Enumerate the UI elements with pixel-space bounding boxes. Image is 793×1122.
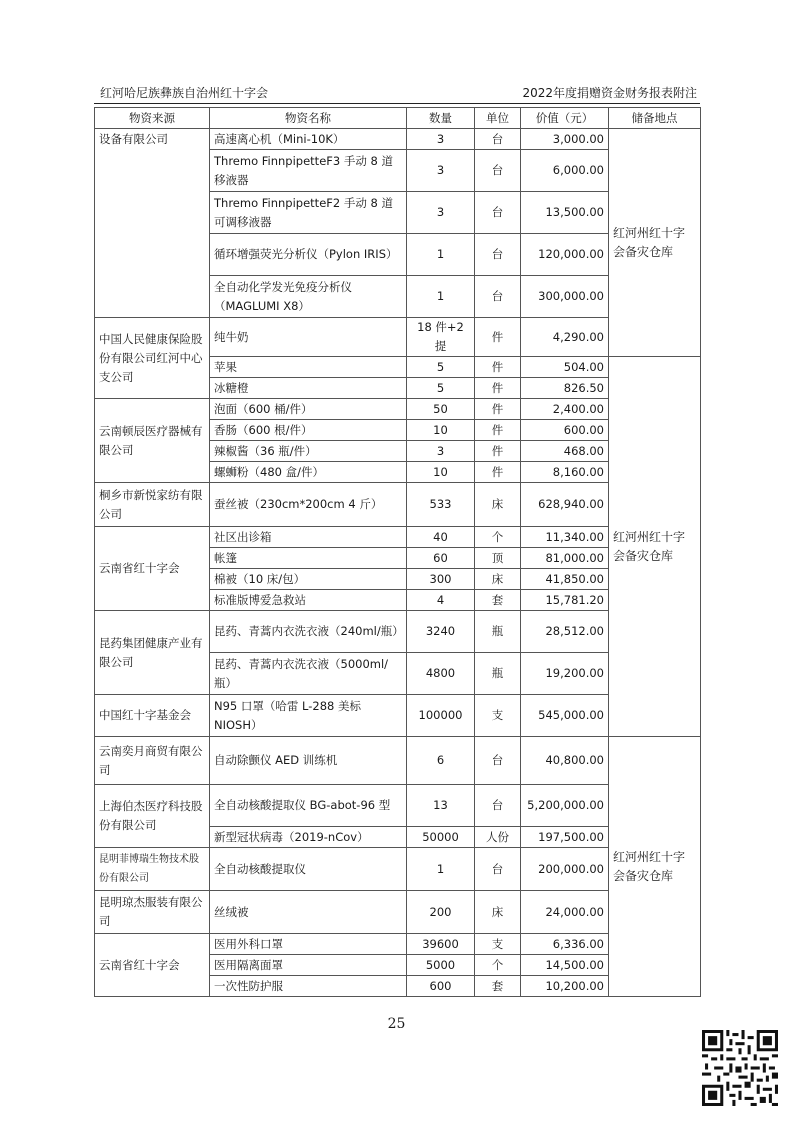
cell-item: 昆药、青蒿内衣洗衣液（240ml/瓶） — [210, 611, 407, 653]
cell-item: 辣椒酱（36 瓶/件） — [210, 441, 407, 462]
cell-unit: 床 — [475, 569, 521, 590]
cell-unit: 件 — [475, 318, 521, 357]
cell-source: 云南顿辰医疗器械有限公司 — [95, 399, 210, 483]
cell-item: 全自动化学发光免疫分析仪（MAGLUMI X8） — [210, 276, 407, 318]
cell-unit: 件 — [475, 441, 521, 462]
cell-item: 新型冠状病毒（2019-nCov） — [210, 827, 407, 848]
cell-value: 3,000.00 — [521, 129, 609, 150]
cell-source: 中国人民健康保险股份有限公司红河中心支公司 — [95, 318, 210, 399]
cell-unit: 个 — [475, 527, 521, 548]
cell-item: Thremo FinnpipetteF2 手动 8 道可调移液器 — [210, 192, 407, 234]
cell-qty: 1 — [407, 276, 475, 318]
cell-item: 自动除颤仪 AED 训练机 — [210, 737, 407, 785]
cell-item: 循环增强荧光分析仪（Pylon IRIS） — [210, 234, 407, 276]
cell-qty: 1 — [407, 234, 475, 276]
cell-item: 香肠（600 根/件） — [210, 420, 407, 441]
cell-value: 504.00 — [521, 357, 609, 378]
cell-source: 中国红十字基金会 — [95, 695, 210, 737]
cell-source: 昆药集团健康产业有限公司 — [95, 611, 210, 695]
cell-qty: 50 — [407, 399, 475, 420]
cell-qty: 4800 — [407, 653, 475, 695]
cell-qty: 40 — [407, 527, 475, 548]
page-number: 25 — [387, 1016, 406, 1032]
cell-value: 40,800.00 — [521, 737, 609, 785]
cell-qty: 4 — [407, 590, 475, 611]
cell-unit: 人份 — [475, 827, 521, 848]
cell-location: 红河州红十字会备灾仓库 — [609, 129, 701, 357]
cell-unit: 台 — [475, 737, 521, 785]
cell-item: 丝绒被 — [210, 891, 407, 934]
cell-value: 15,781.20 — [521, 590, 609, 611]
cell-source: 昆明菲博瑞生物技术股份有限公司 — [95, 848, 210, 891]
cell-qty: 600 — [407, 976, 475, 997]
cell-qty: 50000 — [407, 827, 475, 848]
cell-unit: 台 — [475, 785, 521, 827]
table-row — [95, 737, 701, 785]
cell-qty: 10 — [407, 420, 475, 441]
cell-unit: 台 — [475, 234, 521, 276]
cell-qty: 3240 — [407, 611, 475, 653]
cell-value: 8,160.00 — [521, 462, 609, 483]
cell-item: 帐篷 — [210, 548, 407, 569]
table-header-row — [95, 108, 701, 129]
cell-value: 24,000.00 — [521, 891, 609, 934]
cell-value: 300,000.00 — [521, 276, 609, 318]
cell-qty: 3 — [407, 441, 475, 462]
cell-value: 197,500.00 — [521, 827, 609, 848]
cell-unit: 瓶 — [475, 653, 521, 695]
cell-unit: 件 — [475, 420, 521, 441]
cell-unit: 床 — [475, 891, 521, 934]
cell-value: 19,200.00 — [521, 653, 609, 695]
col-header-item: 物资名称 — [210, 108, 407, 129]
cell-item: 冰糖橙 — [210, 378, 407, 399]
cell-unit: 支 — [475, 934, 521, 955]
cell-item: 全自动核酸提取仪 BG-abot-96 型 — [210, 785, 407, 827]
cell-value: 11,340.00 — [521, 527, 609, 548]
cell-qty: 3 — [407, 150, 475, 192]
cell-item: 医用隔离面罩 — [210, 955, 407, 976]
cell-value: 13,500.00 — [521, 192, 609, 234]
cell-value: 6,336.00 — [521, 934, 609, 955]
cell-item: N95 口罩（哈雷 L-288 美标 NIOSH） — [210, 695, 407, 737]
cell-value: 4,290.00 — [521, 318, 609, 357]
cell-value: 10,200.00 — [521, 976, 609, 997]
cell-qty: 39600 — [407, 934, 475, 955]
cell-source: 云南省红十字会 — [95, 934, 210, 997]
cell-item: 全自动核酸提取仪 — [210, 848, 407, 891]
col-header-source: 物资来源 — [95, 108, 210, 129]
cell-qty: 13 — [407, 785, 475, 827]
cell-value: 468.00 — [521, 441, 609, 462]
cell-item: 蚕丝被（230cm*200cm 4 斤） — [210, 483, 407, 527]
cell-unit: 床 — [475, 483, 521, 527]
col-header-location: 储备地点 — [609, 108, 701, 129]
cell-unit: 件 — [475, 399, 521, 420]
cell-qty: 6 — [407, 737, 475, 785]
header-rule — [94, 103, 700, 104]
cell-value: 6,000.00 — [521, 150, 609, 192]
cell-source: 云南奕月商贸有限公司 — [95, 737, 210, 785]
col-header-value: 价值（元） — [521, 108, 609, 129]
cell-unit: 套 — [475, 590, 521, 611]
donation-table — [94, 107, 701, 997]
cell-item: 昆药、青蒿内衣洗衣液（5000ml/瓶） — [210, 653, 407, 695]
cell-value: 14,500.00 — [521, 955, 609, 976]
table-row — [95, 129, 701, 150]
cell-value: 545,000.00 — [521, 695, 609, 737]
cell-item: 高速离心机（Mini-10K） — [210, 129, 407, 150]
cell-unit: 件 — [475, 378, 521, 399]
col-header-qty: 数量 — [407, 108, 475, 129]
cell-unit: 套 — [475, 976, 521, 997]
cell-value: 120,000.00 — [521, 234, 609, 276]
cell-source: 上海伯杰医疗科技股份有限公司 — [95, 785, 210, 848]
cell-qty: 533 — [407, 483, 475, 527]
cell-value: 28,512.00 — [521, 611, 609, 653]
cell-qty: 18 件+2 提 — [407, 318, 475, 357]
cell-qty: 10 — [407, 462, 475, 483]
header-doc-title: 2022年度捐赠资金财务报表附注 — [522, 86, 697, 100]
cell-qty: 300 — [407, 569, 475, 590]
col-header-unit: 单位 — [475, 108, 521, 129]
cell-location: 红河州红十字会备灾仓库 — [609, 737, 701, 997]
cell-item: 螺蛳粉（480 盒/件） — [210, 462, 407, 483]
cell-item: 社区出诊箱 — [210, 527, 407, 548]
cell-value: 200,000.00 — [521, 848, 609, 891]
cell-unit: 件 — [475, 357, 521, 378]
cell-value: 41,850.00 — [521, 569, 609, 590]
cell-unit: 个 — [475, 955, 521, 976]
cell-value: 628,940.00 — [521, 483, 609, 527]
cell-unit: 件 — [475, 462, 521, 483]
cell-unit: 瓶 — [475, 611, 521, 653]
cell-value: 600.00 — [521, 420, 609, 441]
cell-value: 5,200,000.00 — [521, 785, 609, 827]
cell-qty: 5 — [407, 378, 475, 399]
cell-qty: 60 — [407, 548, 475, 569]
cell-unit: 支 — [475, 695, 521, 737]
cell-item: 泡面（600 桶/件） — [210, 399, 407, 420]
cell-location: 红河州红十字会备灾仓库 — [609, 357, 701, 737]
cell-item: 一次性防护服 — [210, 976, 407, 997]
cell-source: 云南省红十字会 — [95, 527, 210, 611]
cell-qty: 5000 — [407, 955, 475, 976]
cell-qty: 3 — [407, 192, 475, 234]
cell-qty: 5 — [407, 357, 475, 378]
header-org: 红河哈尼族彝族自治州红十字会 — [100, 86, 269, 100]
cell-qty: 200 — [407, 891, 475, 934]
cell-unit: 台 — [475, 848, 521, 891]
cell-value: 826.50 — [521, 378, 609, 399]
cell-item: 苹果 — [210, 357, 407, 378]
cell-item: 标准版博爱急救站 — [210, 590, 407, 611]
cell-source: 昆明琼杰服装有限公司 — [95, 891, 210, 934]
cell-value: 81,000.00 — [521, 548, 609, 569]
cell-qty: 1 — [407, 848, 475, 891]
cell-unit: 台 — [475, 192, 521, 234]
cell-unit: 台 — [475, 129, 521, 150]
cell-source: 桐乡市新悦家纺有限公司 — [95, 483, 210, 527]
cell-item: 纯牛奶 — [210, 318, 407, 357]
cell-item: 医用外科口罩 — [210, 934, 407, 955]
cell-item: Thremo FinnpipetteF3 手动 8 道移液器 — [210, 150, 407, 192]
cell-value: 2,400.00 — [521, 399, 609, 420]
cell-item: 棉被（10 床/包） — [210, 569, 407, 590]
cell-unit: 顶 — [475, 548, 521, 569]
qr-code-icon — [702, 1030, 778, 1106]
cell-unit: 台 — [475, 276, 521, 318]
cell-qty: 3 — [407, 129, 475, 150]
cell-source: 设备有限公司 — [95, 129, 210, 318]
cell-unit: 台 — [475, 150, 521, 192]
cell-qty: 100000 — [407, 695, 475, 737]
